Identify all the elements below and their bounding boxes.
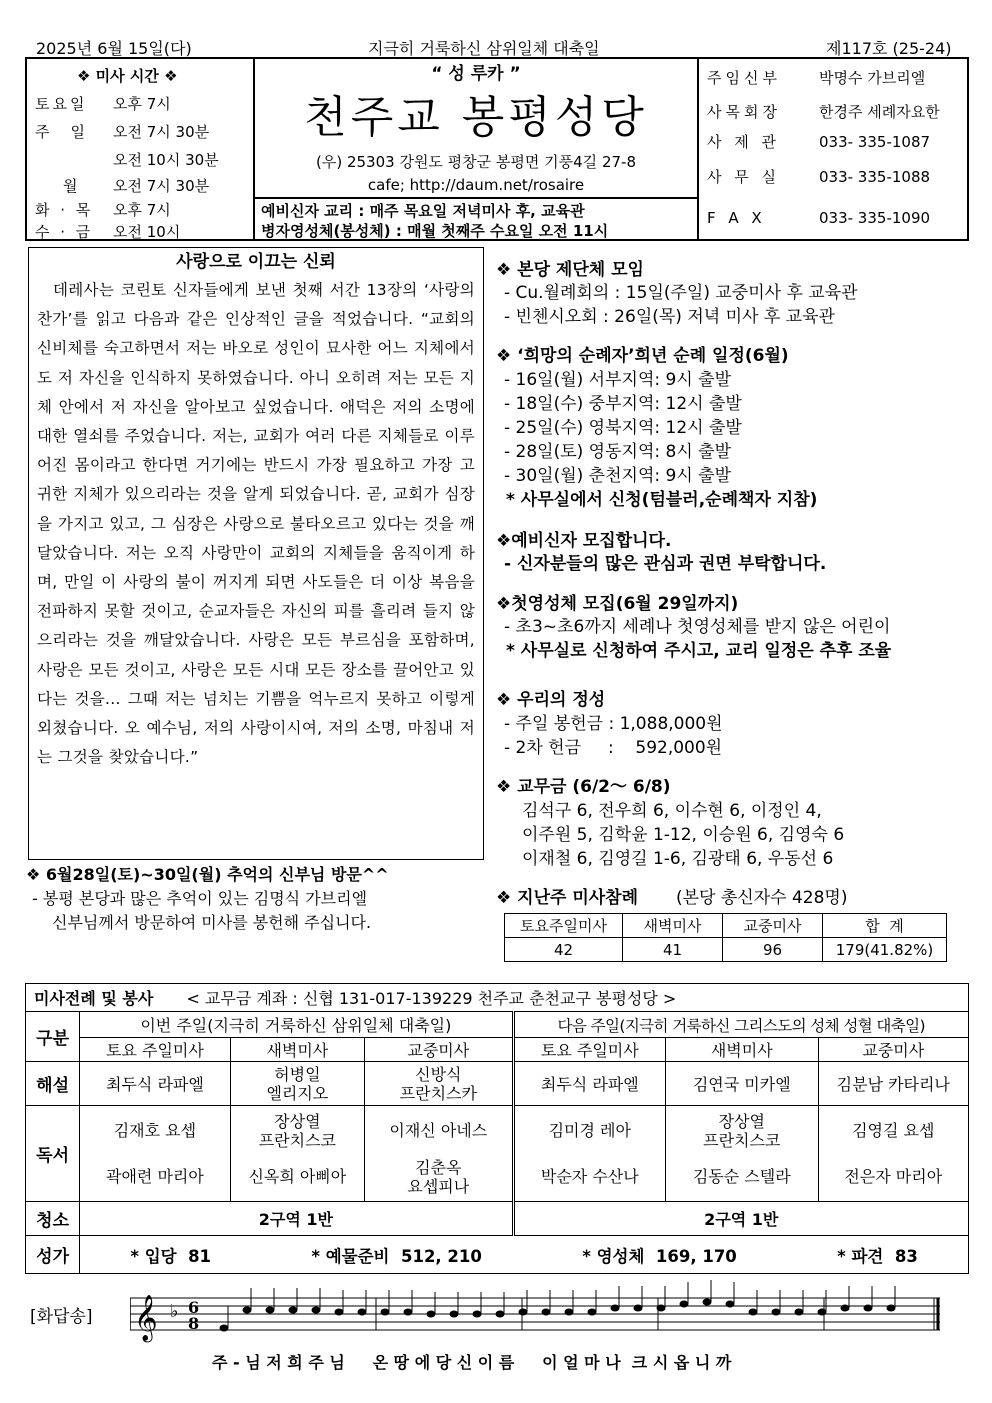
time-sig-top: 6 (188, 1298, 200, 1317)
contact-label: F A X (707, 209, 766, 227)
note-head (404, 1309, 413, 1316)
reader: 신옥희 아삐아 (248, 1167, 347, 1186)
notice-line: - 2차 헌금 : 592,000원 (504, 738, 723, 758)
commentator: 최두식 라파엘 (513, 1062, 665, 1106)
note-head (841, 1305, 850, 1312)
reader: 장상열 프란치스코 (258, 1111, 336, 1150)
hymn-offertory: * 예물준비 512, 210 (311, 1246, 482, 1266)
note-head (772, 1309, 781, 1316)
attendance-value: 96 (723, 938, 823, 962)
notice-line: 이주원 5, 김학윤 1-12, 이승원 6, 김영숙 6 (522, 825, 845, 845)
note-head (703, 1299, 712, 1306)
parish-name: 천주교 봉평성당 (304, 92, 648, 143)
col-header: 새벽미사 (230, 1038, 364, 1062)
contact-value: 033- 335-1090 (819, 209, 931, 227)
mass-times-panel (27, 59, 255, 239)
liturgy-table (25, 983, 969, 1274)
reader: 김미경 레아 (548, 1121, 631, 1140)
mass-time: 오전 7시 30분 (113, 177, 210, 195)
contact-label: 주임신부 (707, 69, 781, 87)
commentator: 신방식 프란치스카 (365, 1062, 513, 1106)
hymns-cell (80, 1236, 969, 1274)
hymn-communion: * 영성체 169, 170 (582, 1246, 737, 1266)
attendance-header: 합 계 (823, 914, 947, 938)
note-head (289, 1307, 298, 1314)
mass-time: 오전 7시 30분 (113, 123, 210, 141)
seongga-label: 성가 (26, 1236, 80, 1274)
mass-day: 주 일 (35, 123, 88, 141)
hymn-entrance: * 입당 81 (130, 1246, 212, 1266)
col-header: 토요 주일미사 (80, 1038, 230, 1062)
notice-line: - 16일(월) 서부지역: 9시 출발 (504, 370, 731, 390)
attendance-value: 179(41.82%) (823, 938, 947, 962)
contact-label: 사 제 관 (707, 133, 781, 151)
mass-time: 오전 10시 (113, 223, 181, 241)
note-head (565, 1309, 574, 1316)
psalm-lyrics: 주 - 님 저 희 주 님 온 땅 에 당 신 이 름 이 얼 마 나 크 시 옵 니 까 (212, 1353, 732, 1372)
note-head (519, 1309, 528, 1316)
note-head (795, 1309, 804, 1316)
commentator: 김분남 카타리나 (818, 1062, 969, 1106)
flat-icon: ♭ (170, 1301, 179, 1322)
psalm-label: [화답송] (30, 1307, 93, 1327)
notice-note: * 사무실로 신청하여 주시고, 교리 일정은 추후 조율 (506, 641, 892, 661)
col-header: 토요 주일미사 (513, 1038, 665, 1062)
treble-clef-icon: 𝄞 (134, 1295, 158, 1341)
attendance-header: 새벽미사 (623, 914, 723, 938)
mass-day: 화 · 목 (35, 201, 94, 219)
cafe-url[interactable]: cafe; http://daum.net/rosaire (367, 176, 585, 194)
contact-value: 033- 335-1087 (819, 133, 931, 151)
parish-info-panel (255, 59, 699, 239)
mass-day: 월 (63, 177, 81, 195)
notice-line: - 30일(월) 춘천지역: 9시 출발 (504, 466, 731, 486)
notice-title: ❖예비신자 모집합니다. (496, 531, 672, 551)
reader-cell (513, 1106, 665, 1202)
visit-line: 신부님께서 방문하여 미사를 봉헌해 주십니다. (52, 913, 372, 932)
notice-title: ❖첫영성체 모집(6월 29일까지) (496, 594, 739, 614)
notice-line: - 28일(토) 영동지역: 8시 출발 (504, 442, 731, 462)
notice-title: ❖ 교무금 (6/2～ 6/8) (496, 777, 671, 797)
this-week-title: 이번 주일(지극히 거룩하신 삼위일체 대축일) (80, 1012, 513, 1038)
attendance-table (504, 913, 947, 962)
reader-cell (80, 1106, 230, 1202)
cheongso-label: 청소 (26, 1202, 80, 1236)
contact-value: 한경주 세례자요한 (819, 103, 940, 121)
note-head (680, 1301, 689, 1308)
reader: 곽애련 마리아 (105, 1167, 204, 1186)
note-head (496, 1311, 505, 1318)
article-title: 사랑으로 이끄는 신뢰 (176, 252, 336, 272)
mass-times-title: ❖ 미사 시간 ❖ (77, 67, 178, 85)
gubun-label: 구분 (26, 1012, 80, 1062)
note-head (749, 1309, 758, 1316)
reader-cell (818, 1106, 969, 1202)
reader: 김춘옥 요셉피나 (407, 1157, 470, 1196)
notice-line: - 18일(수) 중부지역: 12시 출발 (504, 394, 742, 414)
masthead (25, 57, 969, 241)
note-head (243, 1307, 252, 1314)
notice-title: ❖ 지난주 미사참례 (496, 888, 639, 908)
catechism-notice: 예비신자 교리 : 매주 목요일 저녁미사 후, 교육관 (261, 202, 585, 220)
cleaning-group: 2구역 1반 (513, 1202, 968, 1236)
note-head (818, 1309, 827, 1316)
note-head (450, 1311, 459, 1318)
reader: 김동순 스텔라 (692, 1167, 791, 1186)
reflection-article (28, 247, 484, 860)
offering-account: < 교무금 계좌 : 신협 131-017-139229 천주교 춘천교구 봉평성당 > (186, 989, 677, 1008)
note-head (358, 1309, 367, 1316)
contacts-panel (699, 59, 967, 239)
issue-date: 2025년 6월 15일(다) (36, 39, 192, 58)
parish-address: (우) 25303 강원도 평창군 봉평면 기풍4길 27-8 (316, 153, 636, 171)
reader-cell (230, 1106, 364, 1202)
notice-subtitle: (본당 총신자수 428명) (676, 888, 848, 908)
note-head (381, 1309, 390, 1316)
mass-day: 토요일 (35, 95, 88, 113)
notice-line: 이재철 6, 김영길 1-6, 김광태 6, 우동선 6 (522, 849, 834, 869)
cleaning-group: 2구역 1반 (80, 1202, 513, 1236)
notice-line: - 초3~초6까지 세례나 첫영성체를 받지 않은 어린이 (504, 617, 891, 637)
reader: 장상열 프란치스코 (703, 1111, 781, 1150)
haeseol-label: 해설 (26, 1062, 80, 1106)
mass-time: 오후 7시 (113, 95, 171, 113)
commentator: 김연국 미카엘 (666, 1062, 818, 1106)
contact-value: 033- 335-1088 (819, 168, 931, 186)
reader: 김영길 요셉 (852, 1121, 935, 1140)
note-head (887, 1305, 896, 1312)
notice-title: ❖ ‘희망의 순례자’희년 순례 일정(6월) (496, 346, 789, 366)
sick-communion-notice: 병자영성체(봉성체) : 매월 첫째주 수요일 오전 11시 (261, 222, 609, 240)
attendance-value: 41 (623, 938, 723, 962)
mass-day: 수 · 금 (35, 223, 94, 241)
patron-saint: “ 성 루카 ” (431, 64, 521, 84)
col-header: 교중미사 (818, 1038, 969, 1062)
note-head (312, 1307, 321, 1314)
schedule-box (255, 197, 697, 241)
contact-value: 박명수 가브리엘 (819, 69, 926, 87)
notice-line: - 주일 봉헌금 : 1,088,000원 (504, 714, 723, 734)
notice-line: - Cu.월례회의 : 15일(주일) 교중미사 후 교육관 (504, 283, 858, 303)
col-header: 교중미사 (365, 1038, 513, 1062)
reader-cell (365, 1106, 513, 1202)
commentator: 허병일 엘리지오 (230, 1062, 364, 1106)
reader: 전은자 마리아 (844, 1167, 943, 1186)
col-header: 새벽미사 (666, 1038, 818, 1062)
notice-title: ❖ 우리의 정성 (496, 690, 606, 710)
visit-title: ❖ 6월28일(토)~30일(월) 추억의 신부님 방문^^ (26, 865, 389, 884)
liturgy-heading (26, 984, 969, 1012)
attendance-value: 42 (505, 938, 623, 962)
time-sig-bottom: 8 (188, 1314, 200, 1333)
note-head (634, 1305, 643, 1312)
reader: 김재호 요셉 (113, 1121, 197, 1140)
attendance-header: 토요주일미사 (505, 914, 623, 938)
liturgy-title: 미사전례 및 봉사 (34, 989, 154, 1008)
notice-line: 김석구 6, 전우희 6, 이수현 6, 이정인 4, (522, 801, 822, 821)
mass-time: 오전 10시 30분 (113, 151, 219, 169)
hymn-recessional: * 파견 83 (837, 1246, 918, 1266)
notice-line: - 25일(수) 영북지역: 12시 출발 (504, 418, 742, 438)
article-body: 데레사는 코린토 신자들에게 보낸 첫째 서간 13장의 ‘사랑의 찬가’를 읽고 다음과 같은 인상적인 글을 적었습니다. “교회의 신비체를 숙고하면서 저는 바오로 성인이 묘사한 어느 지체에서도 저 자신을 인식하지 못하였습니다. 아니 오히려 저는 모든 지체 안에서 저 자신을 알아보고 싶었습니다. 애덕은 저의 소명에 대한 열쇠를 주었습니다. 저는, 교회가 여러 다른 지체들로 이루어진 몸이라고 한다면 거기에는 반드시 가장 필요하고 가장 고귀한 지체가 있으리라는 것을 알게 되었습니다. 곧, 교회가 심장을 가지고 있고, 그 심장은 사랑으로 불타오르고 있다는 것을 깨달았습니다. 저는 오직 사랑만이 교회의 지체들을 움직이게 하며, 만일 이 사랑의 불이 꺼지게 되면 사도들은 더 이상 복음을 전파하지 못할 것이고, 순교자들은 자신의 피를 흘리려 들지 않으리라는 것을 깨달았습니다. 사랑은 모든 부르심을 포함하며, 사랑은 모든 것이고, 사랑은 모든 시대 모든 장소를 끌어안고 있다는 것을... 그때 저는 넘치는 기쁨을 억누르지 못하고 이렇게 외쳤습니다. 오 예수님, 저의 사랑이시여, 저의 소명, 마침내 저는 그것을 찾았습니다.” (37, 281, 475, 767)
commentator: 최두식 라파엘 (80, 1062, 230, 1106)
mass-time: 오후 7시 (113, 201, 171, 219)
contact-label: 사 무 실 (707, 168, 781, 186)
note-head (266, 1307, 275, 1314)
reader: 박순자 수산나 (540, 1167, 639, 1186)
note-head (611, 1305, 620, 1312)
reader: 이재신 아네스 (389, 1121, 488, 1140)
note-head (726, 1301, 735, 1308)
note-head (220, 1325, 229, 1332)
psalm-staff (130, 1278, 942, 1348)
feast-title: 지극히 거룩하신 삼위일체 대축일 (368, 39, 600, 58)
issue-number: 제117호 (25-24) (826, 39, 952, 58)
dokseo-label: 독서 (26, 1106, 80, 1202)
notice-line: - 빈첸시오회 : 26일(목) 저녁 미사 후 교육관 (504, 307, 835, 327)
note-head (427, 1311, 436, 1318)
note-head (473, 1311, 482, 1318)
note-head (864, 1305, 873, 1312)
notice-note: * 사무실에서 신청(텀블러,순례책자 지참) (506, 490, 818, 510)
note-head (588, 1309, 597, 1316)
reader-cell (666, 1106, 818, 1202)
notice-line: - 신자분들의 많은 관심과 권면 부탁합니다. (504, 554, 827, 574)
notice-title: ❖ 본당 제단체 모임 (496, 260, 644, 280)
attendance-header: 교중미사 (723, 914, 823, 938)
note-head (335, 1309, 344, 1316)
note-head (542, 1309, 551, 1316)
contact-label: 사목회장 (707, 103, 781, 121)
next-week-title: 다음 주일(지극히 거룩하신 그리스도의 성체 성혈 대축일) (513, 1012, 968, 1038)
visit-line: - 봉평 본당과 많은 추억이 있는 김명식 가브리엘 (32, 889, 368, 908)
